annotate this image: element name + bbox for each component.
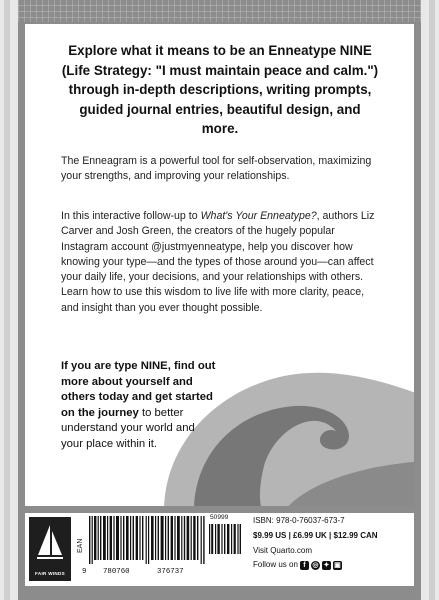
sailboat-icon: [29, 517, 71, 567]
isbn: ISBN: 978-0-76037-673-7: [253, 516, 345, 525]
website: Visit Quarto.com: [253, 545, 312, 555]
headline: Explore what it means to be an Enneatype NINE (Life Strategy: "I must maintain peace and calm.") through in-depth descriptions, writing prompts, guided journal entries, beautiful design, and more.: [61, 43, 379, 136]
publisher-logo: [29, 517, 71, 581]
other-icon[interactable]: ▣: [334, 561, 341, 569]
barcode-group-2: 376737: [157, 568, 184, 576]
supplement-barcode: [209, 518, 241, 554]
top-grid-pattern: [18, 0, 421, 22]
price-text: $9.99 US | £6.99 UK | $12.99 CAN: [253, 530, 378, 540]
prior-book-title: What's Your Enneatype?: [200, 210, 317, 222]
tagline-bold: If you are type NINE, find out more about yourself and others today and get started on the journey: [61, 360, 216, 419]
barcode-digit-first: 9: [82, 568, 87, 576]
publisher-name: FAIR WINDS: [34, 571, 66, 576]
facebook-icon[interactable]: f: [300, 561, 309, 570]
barcode-group-1: 780760: [103, 568, 130, 576]
price: [253, 529, 378, 544]
instagram-icon[interactable]: ◎: [312, 561, 319, 569]
twitter-icon[interactable]: ✦: [323, 561, 330, 569]
left-border-line: [4, 0, 10, 600]
tagline: [61, 359, 216, 453]
description-paragraph: [61, 209, 381, 316]
book-info: [253, 514, 378, 573]
description-start: In this interactive follow-up to: [61, 210, 201, 222]
ean-label: EAN: [77, 538, 84, 553]
right-border-line: [429, 0, 435, 600]
tagline-regular: to better understand your world and your place within it.: [61, 406, 195, 450]
barcode: [89, 516, 205, 564]
intro-paragraph: The Enneagram is a powerful tool for self-observation, maximizing your strengths, and improving your relationships.: [61, 155, 372, 183]
barcode-panel: [25, 513, 414, 586]
follow-label: Follow us on: [253, 560, 298, 570]
description-panel: [25, 24, 414, 506]
supplement-number: 50999: [210, 514, 229, 521]
follow-row: [253, 558, 378, 573]
description-rest: , authors Liz Carver and Josh Green, the creators of the hugely popular Instagram account @justmyenneatype, help you discover how knowing your type—and the types of those around you—can affect your daily life, your decisions, and your relationships with others. Learn how to use this wisdom to live life with more clarity, peace, and insight than you ever thought possible.: [61, 210, 375, 314]
